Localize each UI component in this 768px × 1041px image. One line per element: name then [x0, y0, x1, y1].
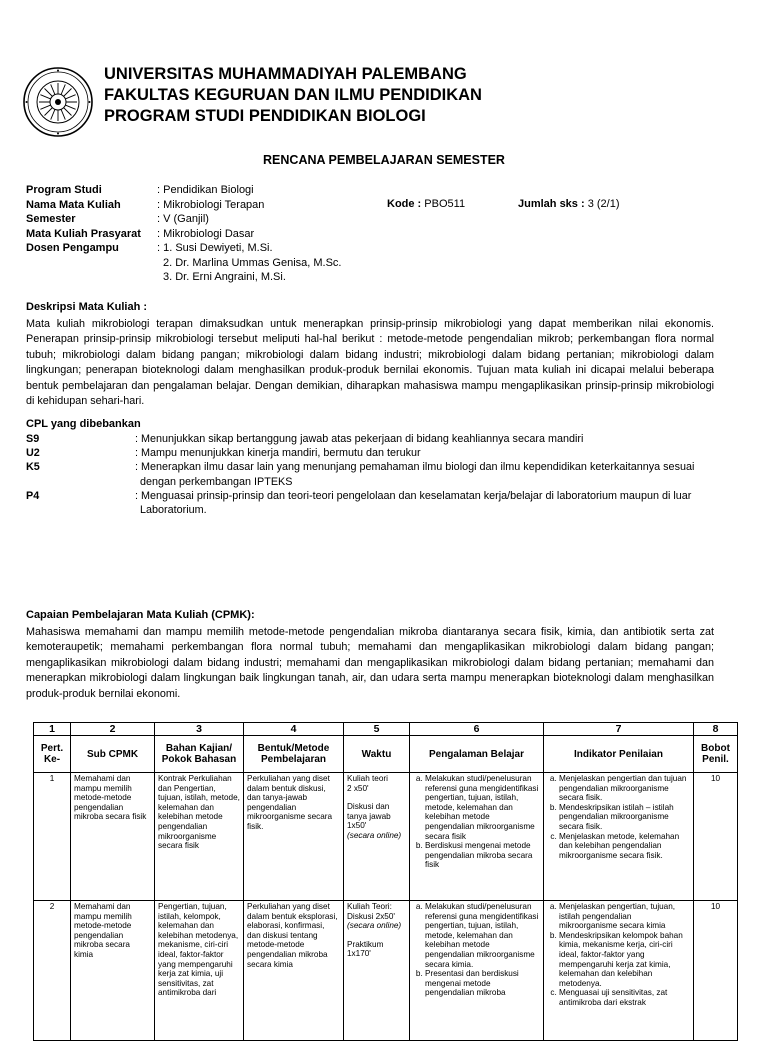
cpl-item — [26, 446, 736, 460]
material: Kontrak Perkuliahan dan Pengertian, tujuan, istilah, metode, kelemahan dan kelebihan metode pengendalian mikroorganisme secara fisik — [155, 773, 244, 901]
credits — [518, 197, 620, 212]
learning-experience — [410, 773, 544, 901]
list-item: a. Menjelaskan pengertian, tujuan, istilah pengendalian mikroorganisme secara kimia — [559, 902, 690, 931]
lecturer-2: 2. Dr. Marlina Ummas Genisa, M.Sc. — [163, 256, 342, 269]
time-line: (secara online) — [347, 830, 402, 840]
rps-table — [33, 722, 738, 1041]
header-material: Bahan Kajian/ Pokok Bahasan — [155, 736, 244, 773]
cpl-text-cont: dengan perkembangan IPTEKS — [140, 475, 293, 488]
document-title: RENCANA PEMBELAJARAN SEMESTER — [263, 153, 505, 167]
header-method: Bentuk/Metode Pembelajaran — [244, 736, 344, 773]
header-meeting: Pert. Ke- — [34, 736, 71, 773]
time — [344, 773, 410, 901]
faculty-name: FAKULTAS KEGURUAN DAN ILMU PENDIDIKAN — [104, 86, 482, 104]
time-line: 2 x50' — [347, 783, 369, 793]
prereq-value: : Mikrobiologi Dasar — [157, 227, 255, 240]
credits-label: Jumlah sks : — [518, 198, 585, 210]
cpl-item — [26, 460, 736, 488]
method: Perkuliahan yang diset dalam bentuk diskusi, dan tanya-jawab pengendalian mikroorganisme secara fisik. — [244, 773, 344, 901]
time-line: Diskusi 2x50' — [347, 911, 395, 921]
col-number: 4 — [244, 723, 344, 736]
list-item: a. Melakukan studi/penelusuran referensi guna mengidentifikasi pengertian, tujuan, istilah, metode, kelemahan dan kelebihan metode pengendalian mikroorganisme secara kimia. — [425, 902, 540, 969]
list-item: a. Menjelaskan pengertian dan tujuan pengendalian mikroorganisme secara fisik. — [559, 774, 690, 803]
university-seal-logo — [22, 66, 94, 138]
list-item: b. Mendeskripsikan kelompok bahan kimia, mekanisme kerja, ciri-ciri ideal, faktor-faktor yang mempengaruhi kerja zat kimia, kelemahan dan kelebihan metodenya. — [559, 931, 690, 989]
meeting-number: 2 — [34, 901, 71, 1041]
col-number: 7 — [544, 723, 694, 736]
cpl-text: : Mampu menunjukkan kinerja mandiri, bermutu dan terukur — [135, 447, 421, 460]
course-code — [387, 197, 465, 212]
cpl-item — [26, 489, 736, 517]
col-number: 6 — [410, 723, 544, 736]
material: Pengertian, tujuan, istilah, kelompok, kelemahan dan kelebihan metodenya, mekanisme, ciri-ciri ideal, faktor-faktor yang mempengaruhi kerja zat kimia, uji sensitivitas, zat antimikroba dari — [155, 901, 244, 1041]
course-meta-labels — [26, 183, 141, 256]
cpmk-text: Mahasiswa memahami dan mampu memilih metode-metode pengendalian mikroba diantaranya secara fisik, kimia, dan antibiotik serta zat kemoteraupetik; memahami perkembangan flora normal tubuh; memahami dan mengaplikasikan mikrobiologi dalam bidang pangan; mengaplikasikan mikrobiologi dalam bidang industri; memahami dan mengaplikasikan mikrobiologi dalam bidang pertanian; memahami dan menerapkan mikrobiologi dalam lingkungan baik lingkungan tanah, air, dan udara serta mampu menerapkan bioteknologi dalam menghasilkan produk-produk bernilai ekonomi. — [26, 626, 714, 700]
prereq-label: Mata Kuliah Prasyarat — [26, 227, 141, 240]
semester-label: Semester — [26, 213, 76, 225]
cpmk-title: Capaian Pembelajaran Mata Kuliah (CPMK): — [26, 609, 255, 621]
program-label: Program Studi — [26, 184, 102, 196]
time-line: Praktikum 1x170' — [347, 939, 384, 959]
header-weight: Bobot Penil. — [694, 736, 738, 773]
cpl-text-cont: Laboratorium. — [140, 503, 207, 516]
list-item: c. Menguasai uji sensitivitas, zat antimikroba dari ekstrak — [559, 988, 690, 1007]
col-number: 1 — [34, 723, 71, 736]
header-indicator: Indikator Penilaian — [544, 736, 694, 773]
assessment-indicator — [544, 901, 694, 1041]
semester-value: : V (Ganjil) — [157, 213, 209, 225]
table-row — [34, 773, 738, 901]
assessment-indicator — [544, 773, 694, 901]
method: Perkuliahan yang diset dalam bentuk eksplorasi, elaborasi, konfirmasi, dan diskusi tentang metode-metode pengendalian mikroba secara kimia — [244, 901, 344, 1041]
weight: 10 — [694, 773, 738, 901]
header-row — [34, 736, 738, 773]
column-number-row — [34, 723, 738, 736]
cpl-text: : Menguasai prinsip-prinsip dan teori-teori pengelolaan dan keselamatan kerja/belajar di laboratorium maupun di luar — [135, 489, 692, 502]
list-item: c. Menjelaskan metode, kelemahan dan kelebihan pengendalian mikroorganisme secara fisik. — [559, 832, 690, 861]
lecturer-label: Dosen Pengampu — [26, 242, 119, 254]
list-item: b. Presentasi dan berdiskusi mengenai metode pengendalian mikroba — [425, 969, 540, 998]
time-line: Diskusi dan tanya jawab 1x50' — [347, 802, 391, 831]
lecturer-3: 3. Dr. Erni Angraini, M.Si. — [163, 271, 286, 283]
learning-experience — [410, 901, 544, 1041]
meeting-number: 1 — [34, 773, 71, 901]
cpl-code: P4 — [26, 489, 40, 502]
time-line: Kuliah teori — [347, 774, 388, 783]
sub-cpmk: Memahami dan mampu memilih metode-metode pengendalian mikroba secara kimia — [71, 901, 155, 1041]
sub-cpmk: Memahami dan mampu memilih metode-metode pengendalian mikroba secara fisik — [71, 773, 155, 901]
lecturer-1: : 1. Susi Dewiyeti, M.Si. — [157, 242, 273, 254]
institution-header — [104, 64, 482, 127]
header-experience: Pengalaman Belajar — [410, 736, 544, 773]
cpl-code: K5 — [26, 461, 40, 474]
cpl-text: : Menunjukkan sikap bertanggung jawab atas pekerjaan di bidang keahliannya secara mandiri — [135, 433, 584, 445]
cpl-item — [26, 432, 736, 446]
col-number: 2 — [71, 723, 155, 736]
credits-value: 3 (2/1) — [584, 198, 620, 210]
header-time: Waktu — [344, 736, 410, 773]
time-line: (secara online) — [347, 921, 402, 931]
cpl-title: CPL yang dibebankan — [26, 418, 141, 430]
col-number: 3 — [155, 723, 244, 736]
list-item: b. Berdiskusi mengenai metode pengendalian mikroba secara fisik — [425, 841, 540, 870]
description-title: Deskripsi Mata Kuliah : — [26, 301, 148, 313]
program-value: : Pendidikan Biologi — [157, 184, 254, 196]
course-label: Nama Mata Kuliah — [26, 198, 121, 211]
course-code-label: Kode : — [387, 198, 422, 210]
header-sub-cpmk: Sub CPMK — [71, 736, 155, 773]
cpl-text: : Menerapkan ilmu dasar lain yang menunjang pemahaman ilmu biologi dan ilmu kependidikan keterkaitannya sesuai — [135, 461, 695, 474]
cpl-code: U2 — [26, 447, 40, 460]
time — [344, 901, 410, 1041]
col-number: 5 — [344, 723, 410, 736]
university-name: UNIVERSITAS MUHAMMADIYAH PALEMBANG — [104, 65, 467, 83]
study-program-name: PROGRAM STUDI PENDIDIKAN BIOLOGI — [104, 107, 426, 125]
cpl-list — [26, 432, 736, 517]
table-row — [34, 901, 738, 1041]
list-item: b. Mendeskripsikan istilah – istilah pengendalian mikroorganisme secara fisik. — [559, 803, 690, 832]
time-line: Kuliah Teori: — [347, 902, 392, 911]
course-meta-values — [157, 183, 342, 285]
course-value: : Mikrobiologi Terapan — [157, 198, 265, 211]
list-item: a. Melakukan studi/penelusuran referensi guna mengidentifikasi pengertian, tujuan, istilah, metode, kelemahan dan kelebihan metode pengendalian mikroorganisme secara fisik — [425, 774, 540, 841]
col-number: 8 — [694, 723, 738, 736]
weight: 10 — [694, 901, 738, 1041]
course-code-value: PBO511 — [421, 198, 466, 210]
description-text: Mata kuliah mikrobiologi terapan dimaksudkan untuk menerapkan prinsip-prinsip mikrobiologi yang dapat memberikan nilai ekonomis. Penerapan prinsip-prinsip mikrobiologi tersebut meliputi hal-hal berikut : metode-metode pengendalian mikrob; perkembangan flora normal tubuh; mikrobiologi dalam bidang pangan; mikrobiologi dalam bidang industri; mikrobiologi dalam bidang pertanian; mikrobiologi dalam lingkungan; penerapan bioteknologi dalam menghasilkan produk-produk bernilai ekonomis. Tujuan mata kuliah ini dicapai melalui beberapa bentuk pembelajaran dan pengalaman belajar. Dengan demikian, diharapkan mahasiswa mampu mengaplikasikan prinsip-prinsip mikrobiologi di kehidupan sehari-hari. — [26, 318, 714, 408]
cpl-code: S9 — [26, 433, 40, 445]
